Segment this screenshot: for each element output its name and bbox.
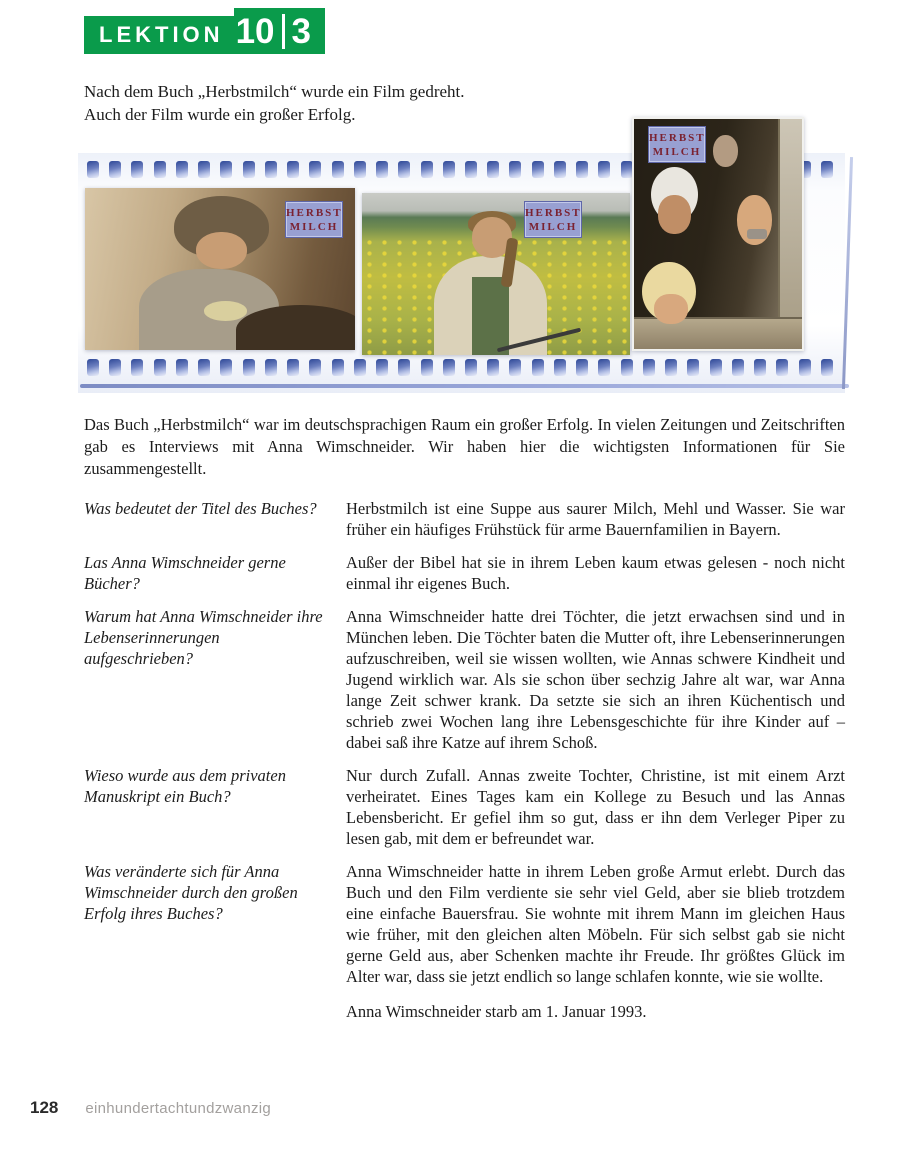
question-answer-section: [84, 498, 845, 987]
badge-line-2: MILCH: [652, 146, 702, 158]
lesson-number-box: [234, 8, 325, 54]
photo3-window-sill-shape: [634, 317, 802, 349]
herbstmilch-badge: [285, 201, 343, 238]
film-photo-woman-in-meadow: [362, 193, 630, 355]
textbook-page: [0, 8, 900, 1160]
badge-line-2: MILCH: [289, 221, 339, 233]
answer-text: Nur durch Zufall. Annas zweite Tochter, Christine, ist mit einem Arzt verheiratet. Eines Tages kam ein Kollege zu Besuch und las Annas Lebensbericht. Er gefiel ihm so gut, dass er ihn dem Verleger Piper zu lesen gab, mit dem er befreundet war.: [346, 766, 845, 848]
film-sprocket-hole: [532, 359, 544, 376]
question-text: Wieso wurde aus dem privaten Manuskript ein Buch?: [84, 766, 286, 806]
film-sprocket-hole: [710, 359, 722, 376]
film-sprocket-hole: [309, 161, 321, 178]
film-sprocket-hole: [687, 359, 699, 376]
film-sprocket-hole: [576, 359, 588, 376]
intro-line-2: Auch der Film wurde ein großer Erfolg.: [84, 105, 356, 124]
page-footer: [30, 1098, 271, 1118]
lesson-header: [84, 8, 900, 54]
film-sprocket-hole: [487, 161, 499, 178]
film-sprocket-hole: [643, 359, 655, 376]
film-sprocket-hole: [265, 359, 277, 376]
film-sprocket-hole: [509, 161, 521, 178]
film-sprocket-hole: [176, 359, 188, 376]
film-sprocket-hole: [220, 359, 232, 376]
film-sprocket-hole: [443, 161, 455, 178]
lesson-section-number: 3: [291, 11, 311, 51]
film-sprocket-hole: [376, 161, 388, 178]
closing-line: Anna Wimschneider starb am 1. Januar 1993.: [346, 1002, 647, 1021]
lesson-number: 10: [235, 11, 275, 51]
film-sprocket-hole: [776, 359, 788, 376]
film-sprocket-hole: [421, 161, 433, 178]
film-sprocket-hole: [287, 359, 299, 376]
film-sprocket-hole: [243, 359, 255, 376]
film-strip: [78, 132, 845, 393]
film-sprocket-hole: [332, 359, 344, 376]
film-sprocket-hole: [220, 161, 232, 178]
badge-line-2: MILCH: [528, 221, 578, 233]
question-text: Las Anna Wimschneider gerne Bücher?: [84, 553, 286, 593]
photo1-flowers-shape: [204, 301, 247, 320]
lead-paragraph: Das Buch „Herbstmilch“ war im deutschsprachigen Raum ein großer Erfolg. In vielen Zeitungen und Zeitschriften gab es Interviews mit Anna Wimschneider. Wir haben hier die wichtigsten Informationen für Sie zusammengestellt.: [84, 415, 845, 478]
film-sprocket-hole: [109, 359, 121, 376]
photo1-barrel-shape: [236, 305, 355, 350]
film-sprocket-hole: [309, 359, 321, 376]
page-number: 128: [30, 1098, 59, 1117]
question-text: Was bedeutet der Titel des Buches?: [84, 499, 317, 518]
film-sprocket-hole: [354, 161, 366, 178]
film-sprocket-hole: [509, 359, 521, 376]
film-sprocket-hole: [421, 359, 433, 376]
film-sprocket-hole: [354, 359, 366, 376]
film-sprocket-hole: [198, 359, 210, 376]
film-sprocket-hole: [287, 161, 299, 178]
page-number-word: einhundertachtundzwanzig: [85, 1100, 272, 1117]
film-sprocket-hole: [131, 161, 143, 178]
answer-text: Anna Wimschneider hatte drei Töchter, die jetzt erwachsen sind und in München leben. Die Töchter baten die Mutter oft, ihre Lebenserinnerungen aufzuschreiben, weil sie wissen wollten, wie Annas schwere Kindheit und Jugend wirklich war. Als sie schon über sechzig Jahre alt war, war Anna lange Zeit schwer krank. Da setzte sie sich an ihren Küchentisch und schrieb zwei Wochen lang ihre Lebensgeschichte für ihre Kinder auf – dabei saß ihre Katze auf ihrem Schoß.: [346, 607, 845, 752]
answer-text: Außer der Bibel hat sie in ihrem Leben kaum etwas gelesen - noch nicht einmal ihr eigenes Buch.: [346, 553, 845, 593]
film-sprocket-hole: [576, 161, 588, 178]
lesson-label: LEKTION: [99, 22, 224, 47]
intro-line-1: Nach dem Buch „Herbstmilch“ wurde ein Film gedreht.: [84, 82, 465, 101]
film-sprocket-hole: [154, 359, 166, 376]
film-sprocket-hole: [821, 161, 833, 178]
film-sprocket-hole: [465, 161, 477, 178]
film-sprocket-hole: [621, 359, 633, 376]
photo3-background-man-shape: [713, 135, 738, 167]
question-text: Warum hat Anna Wimschneider ihre Lebenserinnerungen aufgeschrieben?: [84, 607, 323, 668]
film-photo-girl-with-headscarf: [85, 188, 355, 350]
photo2-dress-shape: [472, 277, 510, 355]
film-sprocket-hole: [398, 161, 410, 178]
film-sprocket-hole: [754, 359, 766, 376]
film-sprocket-hole: [265, 161, 277, 178]
film-sprocket-hole: [732, 359, 744, 376]
film-sprocket-hole: [665, 359, 677, 376]
film-sprocket-hole: [621, 161, 633, 178]
film-sprocket-hole: [243, 161, 255, 178]
film-sprocket-hole: [532, 161, 544, 178]
photo3-mustache-shape: [747, 229, 767, 238]
badge-line-1: HERBST: [649, 132, 706, 144]
herbstmilch-badge: [524, 201, 582, 238]
film-sprocket-hole: [554, 359, 566, 376]
answer-text: Anna Wimschneider hatte in ihrem Leben große Armut erlebt. Durch das Buch und den Film verdiente sie sehr viel Geld, aber sie blieb trotzdem eine einfache Bauersfrau. Sie wohnte mit ihrem Mann im gleichen Haus wie früher, mit den gleichen alten Möbeln. Für sich selbst gab sie nicht gerne Geld aus, aber Schenken machte ihr Freude. Ihr größtes Glück im Alter war, dass sie jetzt endlich so lange schlafen konnte, wie sie wollte.: [346, 862, 845, 986]
film-sprocket-hole: [598, 161, 610, 178]
film-sprocket-hole: [554, 161, 566, 178]
film-sprocket-hole: [376, 359, 388, 376]
film-sprocket-hole: [198, 161, 210, 178]
film-sprocket-hole: [109, 161, 121, 178]
film-sprocket-hole: [176, 161, 188, 178]
film-sprocket-hole: [87, 359, 99, 376]
film-sprocket-hole: [799, 359, 811, 376]
herbstmilch-badge: [648, 126, 706, 163]
film-sprocket-hole: [87, 161, 99, 178]
photo3-window-frame-shape: [778, 119, 802, 349]
film-photo-family-at-window: [632, 117, 804, 351]
film-sprocket-hole: [332, 161, 344, 178]
film-sprocket-hole: [398, 359, 410, 376]
photo1-face-shape: [196, 232, 247, 269]
question-text: Was veränderte sich für Anna Wimschneider durch den großen Erfolg ihres Buches?: [84, 862, 298, 923]
film-sprocket-hole: [131, 359, 143, 376]
film-sprocket-hole: [154, 161, 166, 178]
film-sprocket-hole: [598, 359, 610, 376]
film-strip-right-edge: [842, 157, 853, 389]
film-sprocket-hole: [465, 359, 477, 376]
lesson-number-divider: [282, 14, 285, 49]
photo3-grandmother-face-shape: [658, 195, 692, 234]
film-sprocket-hole: [821, 359, 833, 376]
lesson-label-box: [84, 16, 234, 54]
film-sprocket-row-bottom: [87, 359, 833, 376]
answer-text: Herbstmilch ist eine Suppe aus saurer Milch, Mehl und Wasser. Sie war früher ein häufiges Frühstück für arme Bauernfamilien in Bayern.: [346, 499, 845, 539]
film-strip-bottom-edge: [80, 384, 849, 388]
film-sprocket-hole: [487, 359, 499, 376]
photo3-child-face-shape: [654, 294, 688, 324]
film-sprocket-hole: [443, 359, 455, 376]
badge-line-1: HERBST: [286, 207, 343, 219]
badge-line-1: HERBST: [525, 207, 582, 219]
